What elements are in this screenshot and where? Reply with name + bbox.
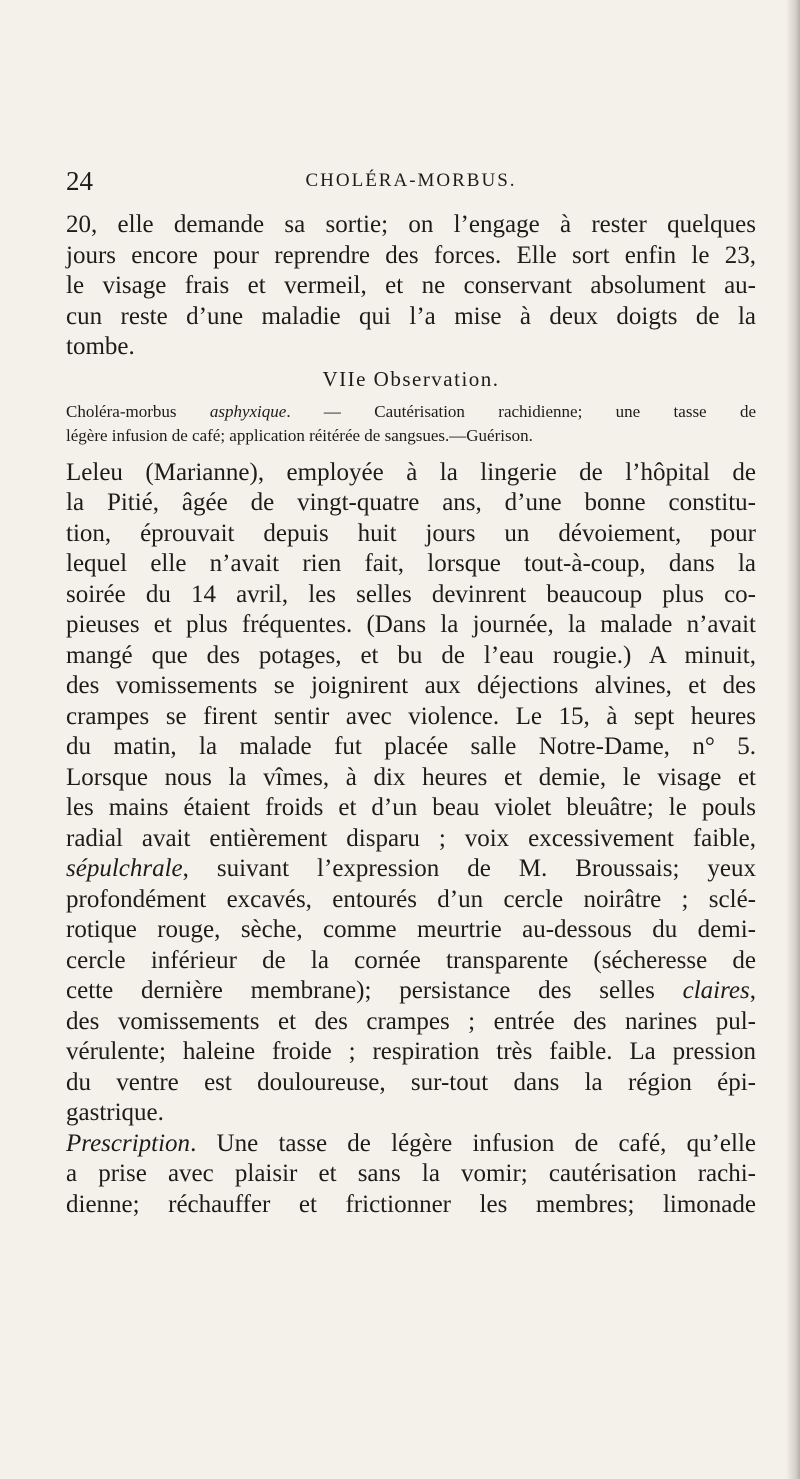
summary-line [66, 400, 756, 424]
running-head: CHOLÉRA-MORBUS. [305, 170, 517, 191]
text-line: tion, éprouvait depuis huit jours un dévoiement, pour [66, 519, 756, 547]
summary-line: légère infusion de café; application réitérée de sangsues.—Guérison. [66, 425, 533, 445]
text-line: des vomissements se joignirent aux déjections alvines, et des [66, 672, 756, 699]
text-line: cun reste d’une maladie qui l’a mise à deux doigts de la [66, 302, 756, 330]
text-line: le visage frais et vermeil, et ne conservant absolument au- [66, 272, 756, 299]
summary-text: Choléra-morbus [66, 401, 210, 421]
italic-term: Prescription [66, 1129, 191, 1157]
text-fragment: , suivant l’expression de M. Broussais; yeux [182, 855, 756, 882]
text-fragment: . Une tasse de légère infusion de café, qu’elle [190, 1129, 756, 1157]
text-line: cercle inférieur de la cornée transparente (sécheresse de [66, 946, 756, 974]
text-line [66, 976, 756, 1007]
text-line [66, 854, 756, 885]
text-line: profondément excavés, entourés d’un cercle noirâtre ; sclé- [66, 885, 756, 913]
text-line: vérulente; haleine froide ; respiration très faible. La pression [66, 1038, 756, 1065]
text-line: tombe. [66, 333, 135, 360]
text-line: Lorsque nous la vîmes, à dix heures et demie, le visage et [66, 763, 756, 791]
text-line: la Pitié, âgée de vingt-quatre ans, d’une bonne constitu- [66, 489, 756, 516]
text-line: mangé que des potages, et bu de l’eau rougie.) A minuit, [66, 641, 756, 669]
text-line: dienne; réchauffer et frictionner les membres; limonade [66, 1190, 756, 1218]
page-edge-shadow [786, 0, 800, 1479]
text-line: pieuses et plus fréquentes. (Dans la journée, la malade n’avait [66, 611, 756, 638]
text-line: jours encore pour reprendre des forces. Elle sort enfin le 23, [66, 241, 756, 269]
book-page [66, 166, 756, 1220]
observation-title: VIIe Observation. [322, 366, 500, 391]
text-line: les mains étaient froids et d’un beau violet bleuâtre; le pouls [66, 794, 756, 821]
summary-italic: asphyxique [209, 401, 287, 421]
text-line: du matin, la malade fut placée salle Notre-Dame, n° 5. [66, 733, 756, 760]
text-line: 20, elle demande sa sortie; on l’engage à rester quelques [66, 211, 756, 238]
text-line: radial avait entièrement disparu ; voix excessivement faible, [66, 824, 756, 852]
text-line [66, 1129, 756, 1160]
italic-term: claires [682, 977, 750, 1004]
page-header [66, 166, 756, 210]
text-line: lequel elle n’avait rien fait, lorsque tout-à-coup, dans la [66, 550, 756, 577]
text-line: des vomissements et des crampes ; entrée des narines pul- [66, 1007, 756, 1035]
italic-term: sépulchrale [66, 855, 183, 882]
page-number: 24 [66, 166, 93, 196]
text-line: crampes se firent sentir avec violence. Le 15, à sept heures [66, 702, 756, 730]
text-line: a prise avec plaisir et sans la vomir; cautérisation rachi- [66, 1160, 756, 1187]
text-line: rotique rouge, sèche, comme meurtrie au-dessous du demi- [66, 916, 756, 943]
text-line: Leleu (Marianne), employée à la lingerie de l’hôpital de [66, 458, 756, 486]
text-line: du ventre est douloureuse, sur-tout dans la région épi- [66, 1068, 756, 1096]
text-fragment: cette dernière membrane); persistance des selles [66, 977, 683, 1004]
text-line: soirée du 14 avril, les selles devinrent beaucoup plus co- [66, 580, 756, 608]
summary-text: . — Cautérisation rachidienne; une tasse de [286, 401, 757, 421]
intro-paragraph [66, 210, 756, 363]
text-line: gastrique. [66, 1099, 164, 1126]
text-fragment: , [749, 977, 756, 1004]
observation-body [66, 458, 756, 1221]
observation-summary [66, 400, 756, 448]
